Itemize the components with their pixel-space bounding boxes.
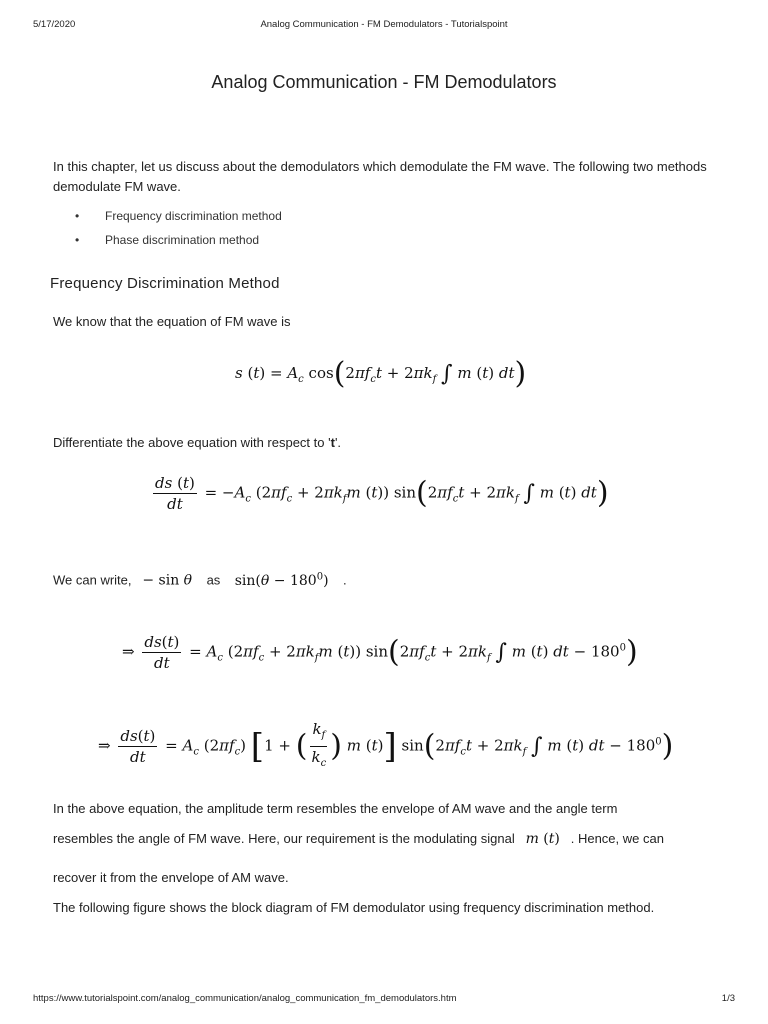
equation-derivative: $\frac{ds (t)}{dt}$ = $-A_c$ ($2\pi f_c + 2\pi k_fm$ (t)) $\sin(2\pi f_ct + 2\pi k_f$ ∫ m (t) dt) [155, 474, 609, 513]
list-item [53, 230, 282, 254]
header-title: Analog Communication - FM Demodulators - Tutorialspoint [260, 19, 508, 30]
write-text: We can write, [53, 572, 132, 588]
differentiate-paragraph [53, 433, 341, 453]
amplitude-line-2 [53, 829, 664, 849]
bullet-icon: • [75, 209, 80, 223]
equation-fm-wave: s $(t) = A_c$ $\cos(2\pi f_ct + 2\pi k_f$ ∫ m (t) dt) [235, 356, 527, 391]
variable-t: t [330, 435, 335, 450]
section-heading: Frequency Discrimination Method [50, 275, 280, 292]
amplitude-text-end: . Hence, we can [570, 831, 664, 846]
differentiate-end: '. [334, 435, 342, 450]
sin-theta-shift: $\sin(\theta - 180^0)$ [234, 571, 329, 589]
page-number: 1/3 [721, 993, 735, 1004]
equation-envelope: ⇒ $\frac{ds(t)}{dt}$ = $A_c$ $(2\pi f_c) [1$ + ( $\frac{k_f}{k_c}$ ) m (t)] $\sin(2\pi f_ct + 2\pi k_f$ ∫ m (t) dt − $180^0$) [98, 720, 674, 769]
list-item-text: Frequency discrimination method [105, 209, 282, 223]
amplitude-line-1: In the above equation, the amplitude term resembles the envelope of AM wave and the angle term [53, 801, 618, 816]
write-end: . [342, 572, 347, 588]
header-date: 5/17/2020 [33, 19, 76, 30]
footer-url-link[interactable]: https://www.tutorialspoint.com/analog_communication/analog_communication_fm_demodulators.htm [33, 993, 457, 1004]
differentiate-text: Differentiate the above equation with respect to ' [53, 435, 331, 450]
write-as: as [206, 572, 221, 588]
bullet-icon: • [75, 233, 80, 247]
list-item [53, 206, 282, 230]
equation-shifted: ⇒ $\frac{ds(t)}{dt}$ = $A_c$ ($2\pi f_c + 2\pi k_fm$ (t)) $\sin(2\pi f_ct + 2\pi k_f$ ∫ m (t) dt − $180^0$) [122, 633, 638, 672]
list-item-text: Phase discrimination method [105, 233, 260, 247]
neg-sin-theta: − sin θ [142, 572, 193, 589]
intro-paragraph: In this chapter, let us discuss about the demodulators which demodulate the FM wave. The following two methods demodulate FM wave. [53, 159, 707, 194]
amplitude-line-3: recover it from the envelope of AM wave. [53, 870, 289, 885]
fm-wave-intro: We know that the equation of FM wave is [53, 314, 291, 329]
amplitude-text: resembles the angle of FM wave. Here, our requirement is the modulating signal [53, 831, 515, 846]
write-paragraph [53, 567, 347, 591]
signal-m-t: m (t) [525, 831, 560, 847]
figure-paragraph: The following figure shows the block diagram of FM demodulator using frequency discrimination method. [53, 900, 655, 915]
method-list [53, 206, 282, 254]
page-title: Analog Communication - FM Demodulators [211, 72, 557, 92]
